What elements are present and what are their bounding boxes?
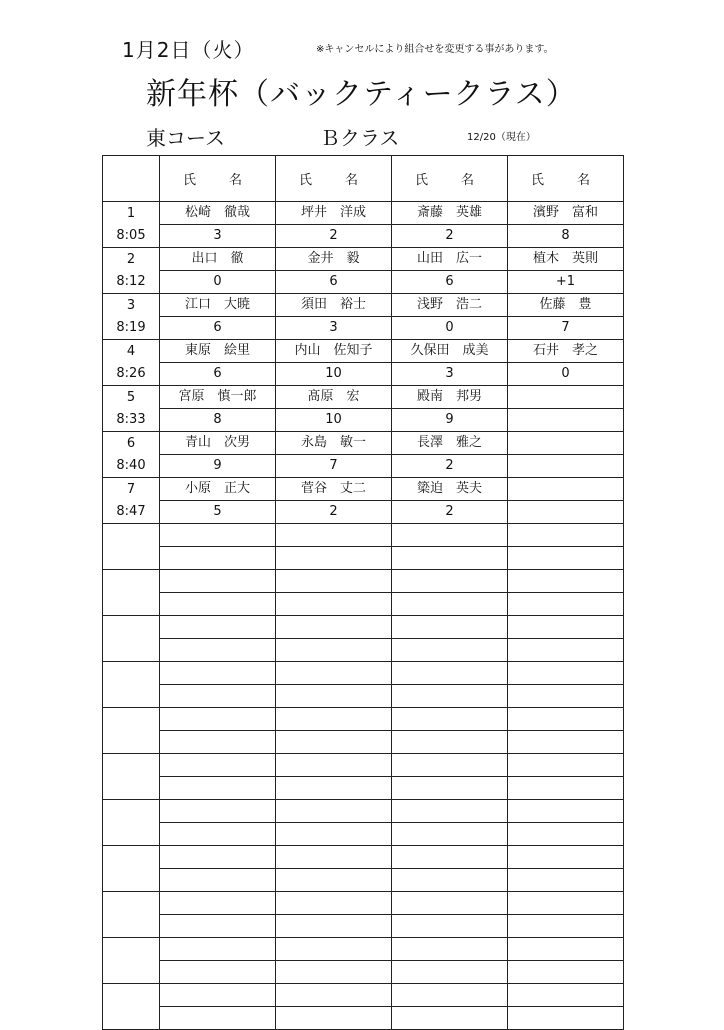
table-row — [103, 455, 624, 478]
player-handicap — [508, 501, 624, 524]
table-row — [103, 432, 624, 455]
player-handicap — [508, 915, 624, 938]
player-name — [276, 662, 392, 685]
player-handicap: 0 — [392, 317, 508, 340]
table-row — [103, 340, 624, 363]
player-handicap: 7 — [276, 455, 392, 478]
group-number — [103, 571, 159, 593]
player-handicap: 6 — [160, 317, 276, 340]
player-name — [508, 892, 624, 915]
player-name: 坪井 洋成 — [276, 202, 392, 225]
table-row — [103, 363, 624, 386]
player-handicap — [276, 823, 392, 846]
player-name — [508, 478, 624, 501]
player-name — [392, 892, 508, 915]
group-cell — [103, 524, 160, 570]
tee-time — [103, 731, 159, 753]
player-handicap — [392, 823, 508, 846]
player-handicap: 7 — [508, 317, 624, 340]
group-number — [103, 755, 159, 777]
player-handicap — [508, 685, 624, 708]
player-handicap — [160, 915, 276, 938]
table-row — [103, 501, 624, 524]
player-name — [160, 800, 276, 823]
player-handicap — [508, 869, 624, 892]
player-name: 石井 孝之 — [508, 340, 624, 363]
player-name: 菅谷 丈二 — [276, 478, 392, 501]
player-name: 濱野 富和 — [508, 202, 624, 225]
group-number: 6 — [126, 435, 136, 451]
table-row — [103, 685, 624, 708]
group-cell — [103, 662, 160, 708]
player-name: 永島 敏一 — [276, 432, 392, 455]
player-handicap: 2 — [392, 501, 508, 524]
cancellation-note: ※キャンセルにより組合せを変更する事があります。 — [316, 44, 554, 55]
group-cell — [103, 616, 160, 662]
player-handicap — [508, 455, 624, 478]
group-number — [103, 847, 159, 869]
table-row — [103, 547, 624, 570]
player-handicap — [160, 777, 276, 800]
player-name — [392, 984, 508, 1007]
player-handicap: 8 — [508, 225, 624, 248]
group-number — [103, 939, 159, 961]
table-row — [103, 386, 624, 409]
header-row — [103, 156, 624, 202]
group-cell — [103, 984, 160, 1030]
player-name: 松崎 徹哉 — [160, 202, 276, 225]
table-row — [103, 708, 624, 731]
group-cell — [103, 938, 160, 984]
group-number: 2 — [126, 251, 136, 267]
player-name — [392, 754, 508, 777]
player-handicap — [508, 731, 624, 754]
player-name — [392, 800, 508, 823]
player-name — [508, 938, 624, 961]
table-row — [103, 409, 624, 432]
player-handicap — [160, 547, 276, 570]
player-name — [160, 616, 276, 639]
table-row — [103, 938, 624, 961]
player-handicap — [392, 961, 508, 984]
player-name — [508, 662, 624, 685]
table-row — [103, 892, 624, 915]
group-number: 7 — [126, 481, 136, 497]
table-row — [103, 225, 624, 248]
player-name — [276, 892, 392, 915]
group-cell — [103, 478, 160, 524]
player-name: 佐藤 豊 — [508, 294, 624, 317]
group-number — [103, 801, 159, 823]
tee-time: 8:12 — [116, 273, 146, 289]
player-handicap: 2 — [392, 225, 508, 248]
player-name — [276, 846, 392, 869]
player-name — [508, 386, 624, 409]
player-name — [276, 524, 392, 547]
player-name: 須田 裕士 — [276, 294, 392, 317]
tee-time — [103, 1007, 159, 1029]
tee-time: 8:05 — [116, 227, 146, 243]
player-handicap: 3 — [392, 363, 508, 386]
player-name — [508, 800, 624, 823]
player-handicap — [392, 915, 508, 938]
player-name — [392, 616, 508, 639]
player-handicap — [276, 1007, 392, 1030]
player-name: 髙原 宏 — [276, 386, 392, 409]
player-handicap — [160, 961, 276, 984]
player-name — [508, 524, 624, 547]
tee-time — [103, 823, 159, 845]
player-name — [508, 570, 624, 593]
player-handicap: 10 — [276, 409, 392, 432]
group-number: 3 — [126, 297, 136, 313]
table-row — [103, 294, 624, 317]
player-name — [160, 524, 276, 547]
player-handicap: 6 — [392, 271, 508, 294]
table-row — [103, 1007, 624, 1030]
player-handicap: 2 — [276, 501, 392, 524]
group-number — [103, 525, 159, 547]
table-row — [103, 616, 624, 639]
player-name — [508, 432, 624, 455]
player-name: 簗迫 英夫 — [392, 478, 508, 501]
table-row — [103, 570, 624, 593]
player-handicap — [276, 639, 392, 662]
player-handicap — [508, 777, 624, 800]
tee-time — [103, 593, 159, 615]
player-handicap: 8 — [160, 409, 276, 432]
name-header: 氏 名 — [392, 156, 508, 202]
player-name: 出口 徹 — [160, 248, 276, 271]
player-handicap — [276, 915, 392, 938]
player-name — [276, 708, 392, 731]
player-handicap — [392, 731, 508, 754]
table-row — [103, 846, 624, 869]
player-handicap — [392, 593, 508, 616]
table-row — [103, 915, 624, 938]
table-row — [103, 869, 624, 892]
as-of-date: 12/20（現在） — [467, 132, 536, 143]
group-cell — [103, 754, 160, 800]
group-number — [103, 617, 159, 639]
table-body — [103, 202, 624, 1030]
tee-time — [103, 777, 159, 799]
player-name: 植木 英則 — [508, 248, 624, 271]
group-cell — [103, 294, 160, 340]
player-name: 久保田 成美 — [392, 340, 508, 363]
table-row — [103, 984, 624, 1007]
player-handicap: 3 — [276, 317, 392, 340]
tee-time — [103, 685, 159, 707]
group-number — [103, 663, 159, 685]
name-header: 氏 名 — [508, 156, 624, 202]
player-name — [508, 984, 624, 1007]
group-cell — [103, 202, 160, 248]
player-handicap: 3 — [160, 225, 276, 248]
table-row — [103, 662, 624, 685]
player-name: 宮原 慎一郎 — [160, 386, 276, 409]
player-name — [392, 846, 508, 869]
table-row — [103, 961, 624, 984]
tee-time: 8:33 — [116, 411, 146, 427]
player-name — [160, 662, 276, 685]
group-cell — [103, 892, 160, 938]
player-name — [392, 662, 508, 685]
table-row — [103, 478, 624, 501]
player-handicap — [392, 777, 508, 800]
player-handicap: 0 — [508, 363, 624, 386]
player-handicap — [160, 593, 276, 616]
player-name: 内山 佐知子 — [276, 340, 392, 363]
table-row — [103, 524, 624, 547]
player-handicap — [392, 685, 508, 708]
group-cell — [103, 248, 160, 294]
player-handicap — [508, 639, 624, 662]
player-handicap — [508, 961, 624, 984]
table-row — [103, 593, 624, 616]
player-handicap — [160, 731, 276, 754]
player-handicap — [276, 547, 392, 570]
player-name — [160, 892, 276, 915]
player-name: 長澤 雅之 — [392, 432, 508, 455]
group-cell — [103, 340, 160, 386]
player-name — [276, 754, 392, 777]
table-row — [103, 317, 624, 340]
player-handicap — [160, 685, 276, 708]
table-row — [103, 754, 624, 777]
player-handicap — [160, 869, 276, 892]
course-name: 東コース — [146, 126, 225, 150]
player-handicap — [392, 547, 508, 570]
tee-time: 8:40 — [116, 457, 146, 473]
player-name: 江口 大暁 — [160, 294, 276, 317]
player-handicap: 5 — [160, 501, 276, 524]
player-name — [276, 800, 392, 823]
tee-time — [103, 961, 159, 983]
page-title: 新年杯（バックティークラス） — [146, 77, 577, 112]
player-handicap — [160, 639, 276, 662]
player-handicap — [508, 1007, 624, 1030]
player-name — [508, 754, 624, 777]
tee-time: 8:47 — [116, 503, 146, 519]
player-handicap: 9 — [392, 409, 508, 432]
player-name: 山田 広一 — [392, 248, 508, 271]
player-handicap — [508, 593, 624, 616]
group-cell — [103, 846, 160, 892]
player-handicap — [160, 1007, 276, 1030]
player-name — [276, 616, 392, 639]
player-handicap — [392, 639, 508, 662]
group-cell — [103, 432, 160, 478]
player-name — [160, 938, 276, 961]
player-name: 金井 毅 — [276, 248, 392, 271]
table-row — [103, 800, 624, 823]
player-handicap: +1 — [508, 271, 624, 294]
player-name — [392, 570, 508, 593]
player-name: 青山 次男 — [160, 432, 276, 455]
player-handicap — [392, 1007, 508, 1030]
player-name — [160, 984, 276, 1007]
player-name — [508, 846, 624, 869]
pairing-table — [102, 155, 624, 1030]
group-cell — [103, 386, 160, 432]
player-handicap — [508, 823, 624, 846]
table-row — [103, 639, 624, 662]
player-handicap — [276, 593, 392, 616]
player-name — [276, 570, 392, 593]
player-handicap — [276, 777, 392, 800]
name-header: 氏 名 — [276, 156, 392, 202]
tee-time — [103, 869, 159, 891]
player-name — [160, 708, 276, 731]
group-number — [103, 985, 159, 1007]
player-handicap — [276, 961, 392, 984]
player-name: 小原 正大 — [160, 478, 276, 501]
player-handicap — [392, 869, 508, 892]
group-number: 5 — [126, 389, 136, 405]
player-name — [392, 938, 508, 961]
player-handicap — [276, 731, 392, 754]
name-header: 氏 名 — [160, 156, 276, 202]
table-row — [103, 202, 624, 225]
player-handicap — [276, 685, 392, 708]
player-name — [160, 570, 276, 593]
player-handicap — [508, 547, 624, 570]
tee-time — [103, 639, 159, 661]
player-handicap — [508, 409, 624, 432]
player-name — [392, 524, 508, 547]
table-row — [103, 271, 624, 294]
player-handicap — [160, 823, 276, 846]
group-header-cell — [103, 156, 160, 202]
player-name — [508, 708, 624, 731]
table-row — [103, 248, 624, 271]
table-row — [103, 731, 624, 754]
player-handicap: 6 — [276, 271, 392, 294]
player-name — [160, 846, 276, 869]
player-handicap: 9 — [160, 455, 276, 478]
player-handicap: 10 — [276, 363, 392, 386]
player-name — [276, 938, 392, 961]
group-number: 4 — [126, 343, 136, 359]
player-name — [508, 616, 624, 639]
tee-time: 8:26 — [116, 365, 146, 381]
player-handicap — [276, 869, 392, 892]
player-handicap: 2 — [276, 225, 392, 248]
group-cell — [103, 570, 160, 616]
player-name: 浅野 浩二 — [392, 294, 508, 317]
player-handicap: 0 — [160, 271, 276, 294]
player-name — [276, 984, 392, 1007]
player-name: 斎藤 英雄 — [392, 202, 508, 225]
class-name: Ｂクラス — [320, 126, 400, 150]
player-handicap: 2 — [392, 455, 508, 478]
group-number — [103, 709, 159, 731]
player-handicap: 6 — [160, 363, 276, 386]
player-name — [392, 708, 508, 731]
player-name: 殿南 邦男 — [392, 386, 508, 409]
tee-time: 8:19 — [116, 319, 146, 335]
player-name: 東原 絵里 — [160, 340, 276, 363]
tee-time — [103, 915, 159, 937]
date: 1月2日（火） — [122, 38, 255, 62]
table-row — [103, 777, 624, 800]
group-number: 1 — [126, 205, 136, 221]
player-name — [160, 754, 276, 777]
table-row — [103, 823, 624, 846]
group-cell — [103, 708, 160, 754]
group-number — [103, 893, 159, 915]
tee-time — [103, 547, 159, 569]
group-cell — [103, 800, 160, 846]
